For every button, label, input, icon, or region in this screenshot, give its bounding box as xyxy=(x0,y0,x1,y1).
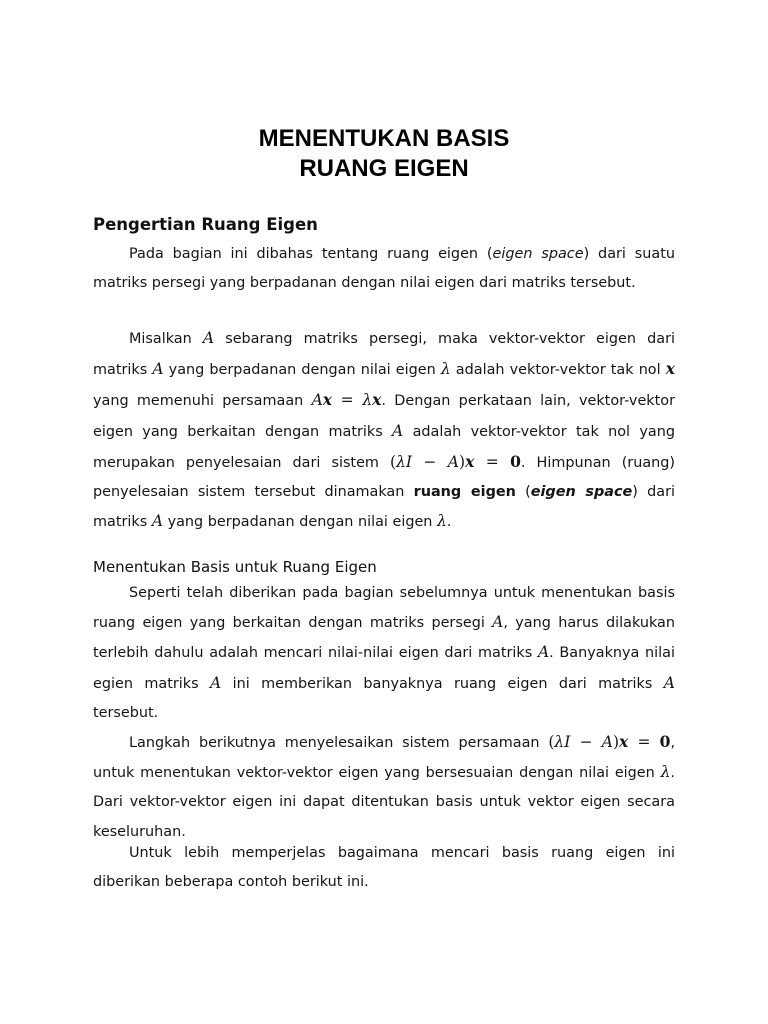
math-zero-vector: 0 xyxy=(510,451,521,471)
math-minus: − xyxy=(570,733,602,751)
text: . Himpunan (ruang) penyelesaian sistem tersebut dinamakan xyxy=(93,454,676,501)
math-equals: = xyxy=(332,391,363,410)
text: , untuk menentukan vektor-vektor eigen yang bersesuaian dengan nilai eigen xyxy=(93,735,676,782)
text: yang berpadanan dengan nilai eigen xyxy=(163,514,437,531)
math-x: x xyxy=(372,390,382,410)
math-lambda: λ xyxy=(440,360,451,379)
math-equals: = xyxy=(474,452,511,471)
math-paren: ( xyxy=(390,452,397,471)
paragraph-examples-intro xyxy=(93,839,675,897)
math-I: I xyxy=(564,733,571,751)
math-lambda: λ xyxy=(660,763,671,782)
bold-term: ruang eigen xyxy=(413,484,516,501)
math-A: A xyxy=(447,452,459,471)
title-line-1: MENENTUKAN BASIS xyxy=(258,125,510,152)
text: , yang harus dilakukan terlebih dahulu adalah mencari nilai-nilai eigen dari matriks xyxy=(93,615,675,662)
math-A: A xyxy=(392,421,404,440)
text: Langkah berikutnya menyelesaikan sistem persamaan xyxy=(129,735,549,751)
math-A: A xyxy=(151,512,164,531)
math-lambda: λ xyxy=(396,452,406,471)
math-A: A xyxy=(601,733,613,751)
text: yang berpadanan dengan nilai eigen xyxy=(163,362,441,379)
math-A: A xyxy=(663,673,675,692)
math-lambda: λ xyxy=(362,391,373,410)
text: . Banyaknya nilai egien matriks xyxy=(93,645,675,692)
text: . xyxy=(446,514,452,531)
text: Seperti telah diberikan pada bagian sebelumnya untuk menentukan basis ruang eigen yang berkaitan dengan matriks persegi xyxy=(93,585,675,632)
text: Misalkan xyxy=(129,331,203,347)
math-paren: ) xyxy=(612,733,620,751)
paragraph-basis-intro xyxy=(93,579,675,728)
math-paren: ) xyxy=(459,452,466,471)
text: ) dari suatu matriks persegi yang berpadanan dengan nilai eigen dari matriks tersebut. xyxy=(93,246,675,292)
math-paren: ( xyxy=(548,733,555,751)
bold-italic-term: eigen space xyxy=(530,484,633,501)
text: sebarang matriks persegi, maka vektor-vektor eigen dari matriks xyxy=(93,331,675,379)
text: tersebut. xyxy=(93,704,159,721)
math-x: x xyxy=(465,451,475,471)
text: Pada bagian ini dibahas tentang ruang eigen ( xyxy=(129,246,493,262)
math-A: A xyxy=(210,673,222,692)
text: . Dari vektor-vektor eigen ini dapat ditentukan basis untuk vektor eigen secara keseluruhan. xyxy=(93,765,675,840)
text: ( xyxy=(515,484,531,501)
math-A: A xyxy=(202,329,215,347)
text: yang memenuhi persamaan xyxy=(93,393,312,410)
math-equals: = xyxy=(628,733,660,751)
text: adalah vektor-vektor tak nol xyxy=(450,362,666,379)
math-A: A xyxy=(152,360,164,379)
text: ini memberikan banyaknya ruang eigen dari matriks xyxy=(221,675,664,692)
section-heading-menentukan-basis: Menentukan Basis untuk Ruang Eigen xyxy=(93,558,377,576)
text: adalah vektor-vektor tak nol yang merupakan penyelesaian dari sistem xyxy=(93,423,675,471)
paragraph-definition xyxy=(93,324,675,537)
paragraph-basis-steps xyxy=(93,727,675,847)
math-lambda: λ xyxy=(437,512,447,531)
math-x: x xyxy=(322,390,333,410)
text: Untuk lebih memperjelas bagaimana mencari basis ruang eigen ini diberikan beberapa contoh berikut ini. xyxy=(93,845,675,891)
paragraph-definition-intro xyxy=(93,240,675,298)
section-heading-pengertian: Pengertian Ruang Eigen xyxy=(93,215,318,234)
title-line-2: RUANG EIGEN xyxy=(299,155,469,182)
math-x: x xyxy=(665,359,675,379)
text: ) dari matriks xyxy=(93,484,675,531)
math-x: x xyxy=(619,732,629,751)
math-A: A xyxy=(492,613,504,632)
text: . Dengan perkataan lain, vektor-vektor eigen yang berkaitan dengan matriks xyxy=(93,393,675,440)
math-minus: − xyxy=(412,452,448,471)
math-lambda: λ xyxy=(554,733,565,751)
math-zero-vector: 0 xyxy=(659,732,671,751)
math-A: A xyxy=(537,643,550,662)
math-I: I xyxy=(405,452,413,471)
italic-term: eigen space xyxy=(492,246,584,262)
math-A: A xyxy=(311,391,323,410)
